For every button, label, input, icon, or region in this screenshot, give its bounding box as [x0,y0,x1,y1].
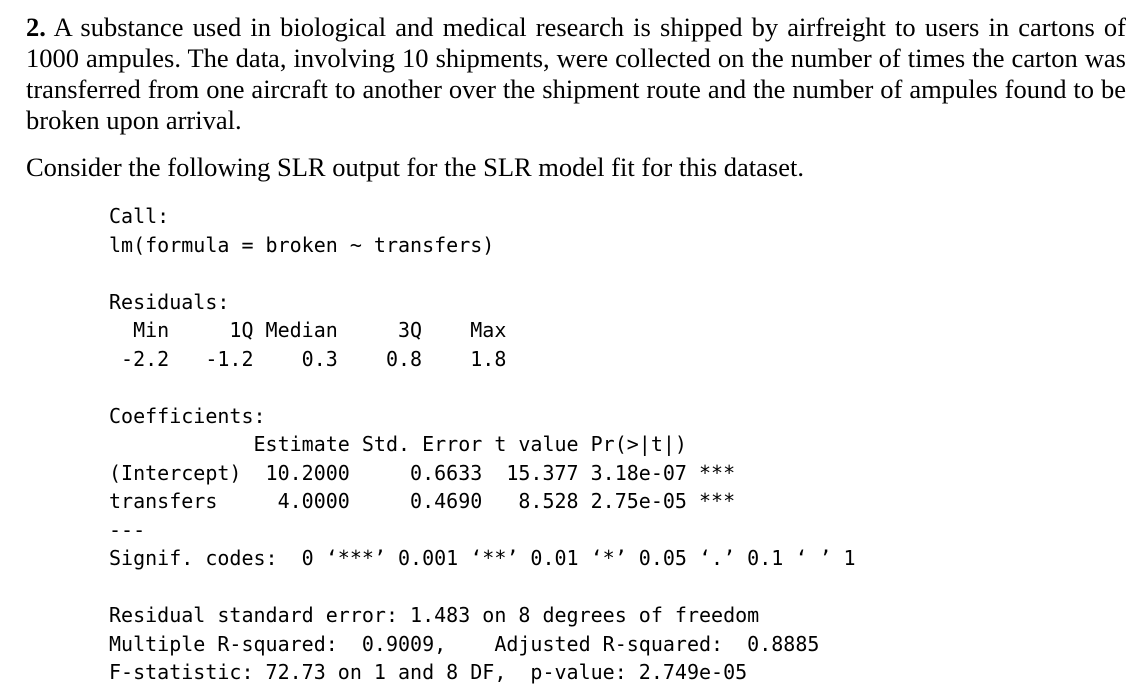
question-paragraph [26,12,1126,136]
coefficients-row-intercept: (Intercept) 10.2000 0.6633 15.377 3.18e-07 *** [109,460,736,485]
blank-line [109,573,856,602]
blank-line [109,373,856,402]
coefficients-row-transfers: transfers 4.0000 0.4690 8.528 2.75e-05 *** [109,489,736,513]
call-header: Call: [109,204,170,228]
blank-line [109,259,856,288]
question-text: A substance used in biological and medical research is shipped by airfreight to users in cartons of 1000 ampules. The data, involving 10 shipments, were collected on the number of times the carton was transferred from one aircraft to another over the shipment route and the number of ampules found to be broken upon arrival. [26,12,1126,135]
call-formula: lm(formula = broken ~ transfers) [109,232,495,257]
f-statistic: F-statistic: 72.73 on 1 and 8 DF, p-value: 2.749e-05 [109,660,748,684]
residuals-labels: Min 1Q Median 3Q Max [109,318,507,342]
residual-standard-error: Residual standard error: 1.483 on 8 degrees of freedom [109,603,760,627]
question-number: 2. [26,12,46,42]
r-squared: Multiple R-squared: 0.9009, Adjusted R-squared: 0.8885 [109,631,820,656]
coefficients-columns: Estimate Std. Error t value Pr(>|t|) [109,432,687,456]
prompt-text: Consider the following SLR output for the SLR model fit for this dataset. [26,152,804,182]
separator: --- [109,517,146,542]
residuals-values: -2.2 -1.2 0.3 0.8 1.8 [109,346,507,371]
coefficients-header: Coefficients: [109,403,266,428]
signif-codes: Signif. codes: 0 ‘***’ 0.001 ‘**’ 0.01 ‘*’ 0.05 ‘.’ 0.1 ‘ ’ 1 [109,546,856,570]
r-regression-output [109,202,856,687]
residuals-header: Residuals: [109,289,230,314]
